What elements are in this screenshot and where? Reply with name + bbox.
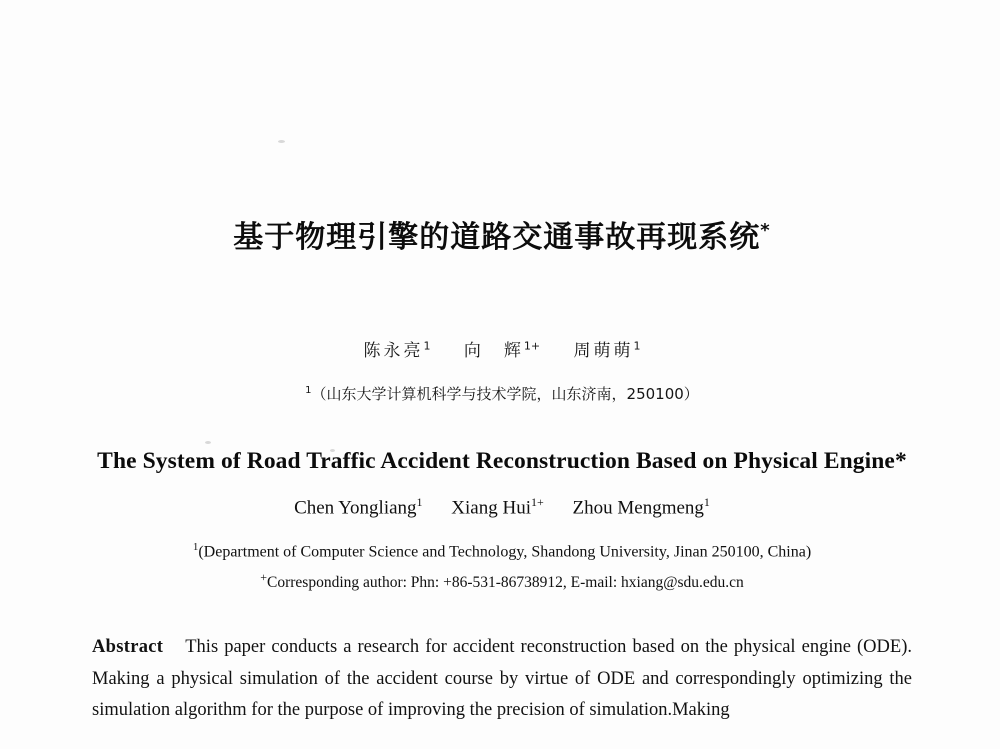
chinese-author-name: 向 辉 bbox=[463, 341, 524, 361]
chinese-author-name: 周萌萌 bbox=[573, 341, 634, 361]
chinese-author-sup: 1 bbox=[423, 339, 431, 353]
english-author bbox=[294, 495, 422, 519]
chinese-affiliation bbox=[92, 383, 912, 404]
chinese-author-sup: 1 bbox=[633, 339, 641, 353]
english-author bbox=[451, 495, 543, 519]
abstract-label: Abstract bbox=[92, 636, 164, 657]
english-title: The System of Road Traffic Accident Reconstruction Based on Physical Engine* bbox=[97, 448, 907, 474]
chinese-author bbox=[574, 336, 641, 361]
corresponding-author-note bbox=[92, 570, 912, 592]
english-affiliation-text: (Department of Computer Science and Technology, Shandong University, Jinan 250100, China) bbox=[198, 543, 812, 561]
chinese-title-footnote-mark: * bbox=[760, 220, 771, 241]
corresponding-author-mark: + bbox=[260, 569, 267, 584]
english-affiliation bbox=[92, 541, 912, 561]
english-author-sup: 1+ bbox=[530, 495, 544, 509]
chinese-affiliation-sup: 1 bbox=[305, 385, 312, 396]
english-author-list bbox=[92, 495, 912, 519]
chinese-author bbox=[464, 336, 540, 361]
english-author-name: Zhou Mengmeng bbox=[572, 497, 704, 519]
chinese-affiliation-text: （山东大学计算机科学与技术学院，山东济南，250100） bbox=[311, 385, 699, 403]
english-author-sup: 1 bbox=[416, 495, 423, 509]
corresponding-author-text: Corresponding author: Phn: +86-531-86738912, E-mail: hxiang@sdu.edu.cn bbox=[267, 573, 744, 591]
english-author bbox=[573, 495, 710, 519]
chinese-title bbox=[92, 212, 912, 256]
chinese-author-sup: 1+ bbox=[523, 339, 541, 353]
english-author-sup: 1 bbox=[703, 495, 710, 509]
english-affiliation-sup: 1 bbox=[192, 541, 199, 554]
chinese-author-name: 陈永亮 bbox=[363, 341, 424, 361]
paper-content bbox=[92, 0, 912, 727]
chinese-title-text: 基于物理引擎的道路交通事故再现系统 bbox=[233, 220, 761, 255]
chinese-author bbox=[363, 336, 430, 361]
english-author-name: Xiang Hui bbox=[451, 497, 531, 519]
abstract-paragraph bbox=[92, 632, 912, 727]
abstract-text: This paper conducts a research for accident reconstruction based on the physical engine (ODE). Making a physical simulation of the accident course by virtue of ODE and correspondingly optimizing the simulation algorithm for the purpose of improving the precision of simulation.Making bbox=[92, 636, 912, 721]
chinese-author-list bbox=[92, 336, 912, 361]
english-author-name: Chen Yongliang bbox=[294, 497, 417, 519]
